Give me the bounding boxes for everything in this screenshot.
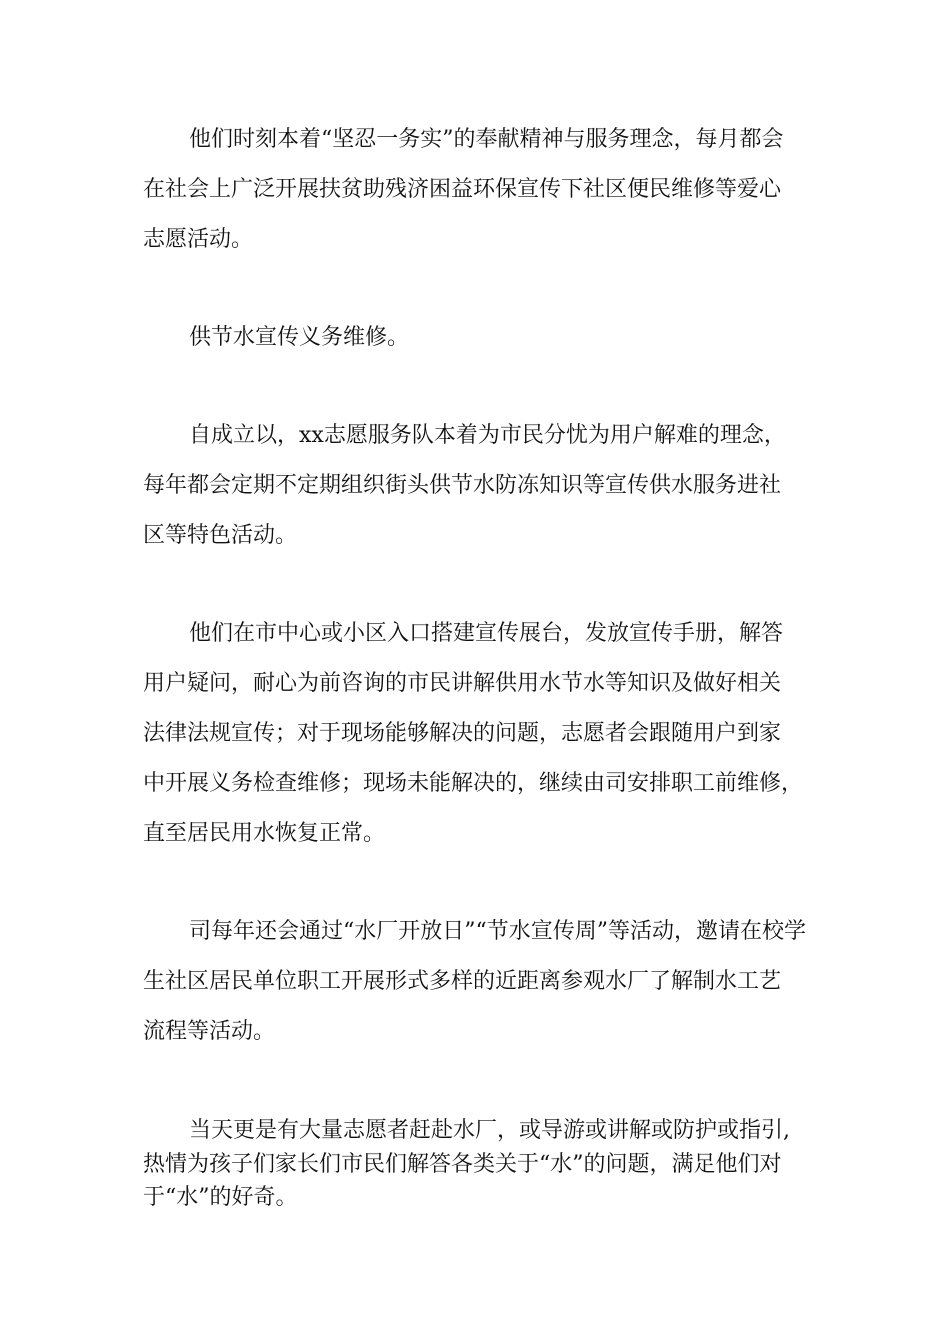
paragraph-line: 用户疑问，耐心为前咨询的市民讲解供用水节水等知识及做好相关 (143, 671, 782, 696)
paragraph-line: 法律法规宣传；对于现场能够解决的问题，志愿者会跟随用户到家 (143, 721, 782, 746)
paragraph-line: 自成立以，xx志愿服务队本着为市民分忧为用户解难的理念， (189, 423, 786, 448)
paragraph-line: 志愿活动。 (143, 227, 254, 252)
paragraph-line: 流程等活动。 (143, 1019, 276, 1044)
paragraph-line: 直至居民用水恢复正常。 (143, 821, 386, 846)
paragraph-line: 区等特色活动。 (143, 523, 298, 548)
paragraph-line: 中开展义务检查维修；现场未能解决的，继续由司安排职工前维修， (143, 771, 804, 796)
paragraph-line: 热情为孩子们家长们市民们解答各类关于“水”的问题，满足他们对 (143, 1152, 782, 1177)
paragraph-line: 于“水”的好奇。 (143, 1185, 298, 1210)
paragraph-line: 生社区居民单位职工开展形式多样的近距离参观水厂了解制水工艺 (143, 969, 782, 994)
paragraph-line: 当天更是有大量志愿者赶赴水厂，或导游或讲解或防护或指引, (189, 1118, 790, 1143)
paragraph-line: 司每年还会通过“水厂开放日”“节水宣传周”等活动，邀请在校学 (189, 919, 806, 944)
paragraph-line: 每年都会定期不定期组织街头供节水防冻知识等宣传供水服务进社 (143, 473, 782, 498)
paragraph-line: 他们在市中心或小区入口搭建宣传展台，发放宣传手册，解答 (189, 621, 784, 646)
paragraph-line: 供节水宣传义务维修。 (189, 325, 410, 350)
paragraph-line: 他们时刻本着“坚忍一务实”的奉献精神与服务理念，每月都会 (189, 127, 784, 152)
paragraph-line: 在社会上广泛开展扶贫助残济困益环保宣传下社区便民维修等爱心 (143, 177, 782, 202)
